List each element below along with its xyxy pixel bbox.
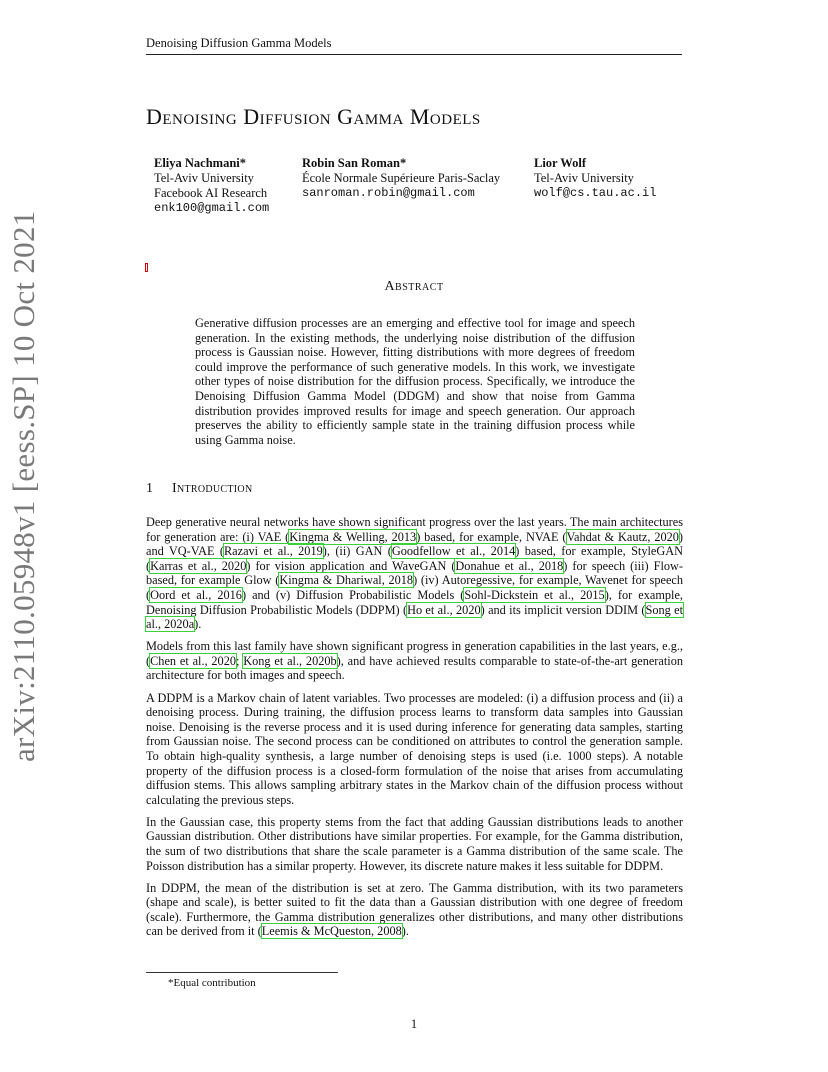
citation-link[interactable]: Leemis & McQueston, 2008 — [261, 924, 402, 939]
running-head: Denoising Diffusion Gamma Models — [146, 36, 682, 55]
page-number: 1 — [410, 1017, 418, 1031]
footnote-link-marker[interactable] — [145, 263, 148, 272]
text-run: ) and VQ-VAE ( — [146, 529, 684, 559]
citation-link[interactable]: Goodfellow et al., 2014 — [391, 544, 516, 559]
footnote-rule — [146, 972, 338, 973]
paragraph-3: A DDPM is a Markov chain of latent variables. Two processes are modeled: (i) a diffusion process and (ii) a denoising process. During training, the diffusion process learns to transform data samples into Gaussian noise. Denoising is the reverse process and it is used during inference for generating data samples, starting from Gaussian noise. The second process can be conditioned on attributes to control the generation sample. To obtain high-quality synthesis, a large number of denoising steps is used (i.e. 1000 steps). A notable property of the diffusion process is a closed-form formulation of the noise that arises from accumulating diffusion stems. This allows sampling arbitrary states in the Markov chain of the diffusion process without calculating the previous steps. — [146, 690, 683, 807]
citation-link[interactable]: Ho et al., 2020 — [407, 602, 481, 617]
section-number: 1 — [146, 481, 154, 496]
text-run: ) for speech (iii) Flow-based, for example Glow ( — [146, 558, 683, 588]
text-run: ; — [236, 653, 244, 668]
section-title: Introduction — [172, 481, 253, 496]
author-name: Lior Wolf — [534, 156, 586, 170]
citation-link[interactable]: Kingma & Dhariwal, 2018 — [279, 573, 414, 588]
text-run: Models from this last family have shown significant progress in generation capabilities in the last years, e.g., ( — [146, 639, 683, 668]
citation-link[interactable]: Karras et al., 2020 — [150, 558, 247, 573]
author-affiliation: Facebook AI Research — [154, 186, 268, 200]
text-run: Deep generative neural networks have shown significant progress over the last years. The main architectures for generation are: (i) VAE ( — [146, 515, 683, 544]
footnote: *Equal contribution — [168, 977, 256, 989]
text-run: ) based, for example, StyleGAN ( — [146, 544, 683, 573]
author-email: sanroman.robin@gmail.com — [302, 186, 475, 200]
citation-link[interactable]: Vahdat & Kautz, 2020 — [566, 529, 679, 544]
author-affiliation: Tel-Aviv University — [154, 171, 254, 185]
citation-link[interactable]: Chen et al., 2020 — [150, 653, 237, 668]
text-run: ) and its implicit version DDIM ( — [480, 602, 646, 617]
author-1 — [154, 156, 269, 216]
citation-link[interactable]: Sohl-Dickstein et al., 2015 — [464, 587, 605, 602]
paragraph-4: In the Gaussian case, this property stems from the fact that adding Gaussian distributions leads to another Gaussian distribution. Other distributions have similar properties. For example, for the Gamma distribution, the sum of two distributions that share the scale parameter is a Gamma distribution of the same scale. The Poisson distribution has a similar property. However, its discrete nature makes it less suitable for DDPM. — [146, 814, 683, 873]
text-run: ). — [401, 924, 409, 939]
abstract-heading: Abstract — [384, 279, 444, 294]
section-body — [146, 515, 683, 947]
text-run: ) (iv) Autoregessive, for example, Wavenet for speech ( — [146, 573, 684, 602]
section-heading — [146, 481, 252, 497]
author-3 — [534, 156, 656, 201]
text-run: ) and (v) Diffusion Probabilistic Models ( — [241, 587, 465, 602]
citation-link[interactable]: Song et al., 2020a — [146, 602, 684, 632]
text-run: ), and have achieved results comparable to state-of-the-art generation architecture for both images and speech. — [146, 653, 683, 683]
author-2 — [302, 156, 500, 201]
citation-link[interactable]: Donahue et al., 2018 — [455, 558, 564, 573]
author-email: enk100@gmail.com — [154, 201, 270, 215]
citation-link[interactable]: Oord et al., 2016 — [150, 587, 242, 602]
text-run: ) based, for example, NVAE ( — [416, 529, 567, 544]
paper-title: Denoising Diffusion Gamma Models — [146, 104, 481, 129]
paragraph-5 — [146, 881, 683, 939]
author-email: wolf@cs.tau.ac.il — [534, 186, 657, 200]
citation-link[interactable]: Kingma & Welling, 2013 — [289, 529, 417, 544]
arxiv-stamp: arXiv:2110.05948v1 [eess.SP] 10 Oct 2021 — [6, 210, 41, 762]
citation-link[interactable]: Razavi et al., 2019 — [223, 544, 323, 559]
text-run: ), (ii) GAN ( — [322, 544, 392, 559]
author-name: Eliya Nachmani* — [154, 156, 247, 170]
author-name: Robin San Roman* — [302, 156, 407, 170]
text-run: In DDPM, the mean of the distribution is set at zero. The Gamma distribution, with its two parameters (shape and scale), is better suited to fit the data than a Gaussian distribution with one degree of freedom (scale). Furthermore, the Gamma distribution generalizes other distributions, and many other distributions can be derived from it ( — [146, 880, 683, 939]
abstract-text: Generative diffusion processes are an emerging and effective tool for image and speech generation. In the existing methods, the underlying noise distribution of the diffusion process is Gaussian noise. However, fitting distributions with more degrees of freedom could improve the performance of such generative models. In this work, we investigate other types of noise distribution for the diffusion process. Specifically, we introduce the Denoising Diffusion Gamma Model (DDGM) and show that noise from Gamma distribution provides improved results for image and speech generation. Our approach preserves the ability to efficiently sample state in the training diffusion process while using Gamma noise. — [195, 316, 635, 447]
text-run: ). — [194, 617, 202, 632]
paragraph-2 — [146, 639, 683, 683]
author-affiliation: École Normale Supérieure Paris-Saclay — [302, 171, 501, 185]
author-affiliation: Tel-Aviv University — [534, 171, 634, 185]
paragraph-1 — [146, 515, 683, 632]
citation-link[interactable]: Kong et al., 2020b — [243, 653, 337, 668]
text-run: ) for vision application and WaveGAN ( — [246, 558, 456, 573]
text-run: ), for example, Denoising Diffusion Probabilistic Models (DDPM) ( — [146, 587, 683, 617]
